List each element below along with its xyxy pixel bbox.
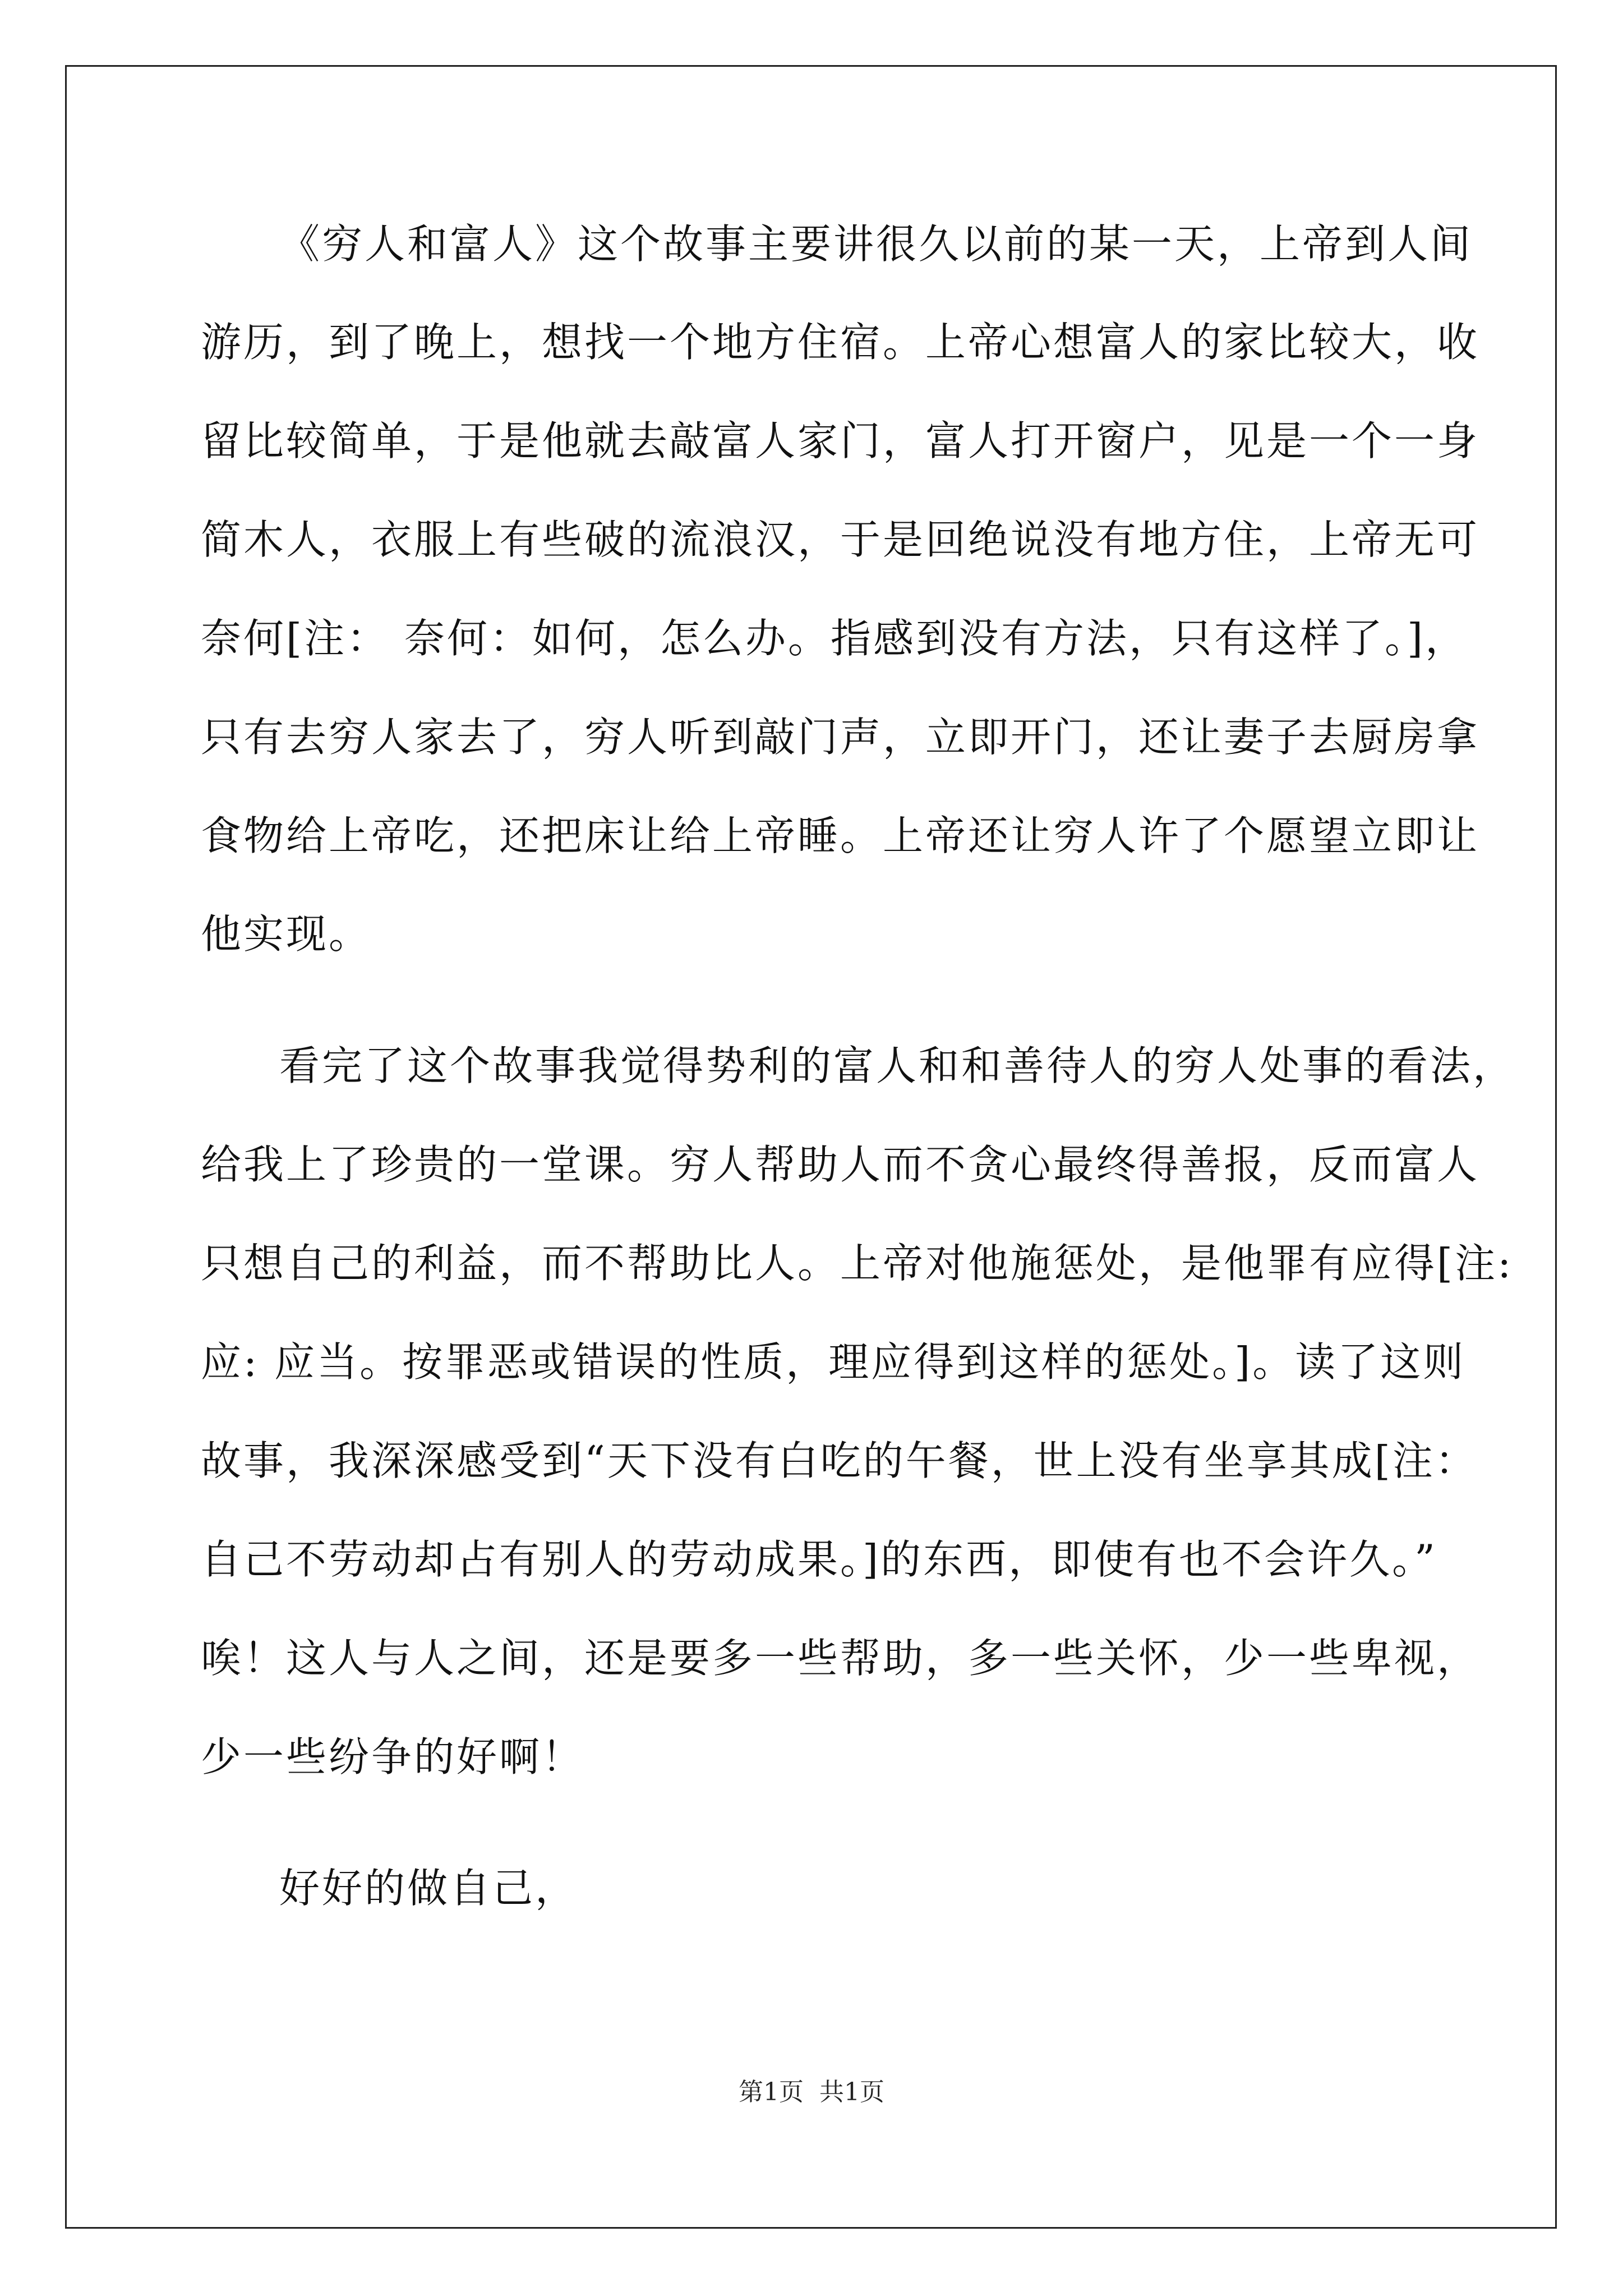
paragraph-2-line-2: 给我上了珍贵的一堂课。穷人帮助人而不贪心最终得善报，反而富人 xyxy=(201,1141,1480,1188)
paragraph-2-line-8: 少一些纷争的好啊！ xyxy=(201,1733,585,1780)
paragraph-1-line-1: 《穷人和富人》这个故事主要讲很久以前的某一天，上帝到人间 xyxy=(279,220,1473,268)
paragraph-1-line-5: 奈何[注： 奈何：如何，怎么办。指感到没有方法，只有这样了。]， xyxy=(201,615,1468,662)
paragraph-2-line-4: 应: 应当。按罪恶或错误的性质，理应得到这样的惩处。]。读了这则 xyxy=(201,1338,1466,1386)
page-number: 第1页 xyxy=(739,2078,804,2106)
paragraph-2-line-3: 只想自己的利益，而不帮助比人。上帝对他施惩处，是他罪有应得[注: xyxy=(201,1240,1514,1287)
paragraph-1-line-8: 他实现。 xyxy=(201,910,372,958)
page-footer xyxy=(0,2076,1623,2109)
paragraph-3-line-1: 好好的做自己， xyxy=(279,1865,578,1912)
paragraph-1-line-7: 食物给上帝吃，还把床让给上帝睡。上帝还让穷人许了个愿望立即让 xyxy=(201,812,1480,859)
page-total: 共1页 xyxy=(819,2078,884,2106)
paragraph-2-line-6: 自己不劳动却占有别人的劳动成果。]的东西，即使有也不会许久。” xyxy=(201,1536,1437,1583)
paragraph-2-line-5: 故事，我深深感受到“天下没有白吃的午餐，世上没有坐享其成[注： xyxy=(201,1437,1478,1484)
paragraph-2-line-7: 唉！这人与人之间，还是要多一些帮助，多一些关怀，少一些卑视， xyxy=(201,1635,1480,1682)
paragraph-1-line-4: 简木人，衣服上有些破的流浪汉，于是回绝说没有地方住，上帝无可 xyxy=(201,516,1480,563)
paragraph-1-line-6: 只有去穷人家去了，穷人听到敲门声，立即开门，还让妻子去厨房拿 xyxy=(201,714,1480,761)
paragraph-1-line-3: 留比较简单，于是他就去敲富人家门，富人打开窗户，见是一个一身 xyxy=(201,417,1480,464)
paragraph-1-line-2: 游历，到了晚上，想找一个地方住宿。上帝心想富人的家比较大，收 xyxy=(201,319,1480,366)
paragraph-2-line-1: 看完了这个故事我觉得势利的富人和和善待人的穷人处事的看法， xyxy=(279,1042,1516,1089)
